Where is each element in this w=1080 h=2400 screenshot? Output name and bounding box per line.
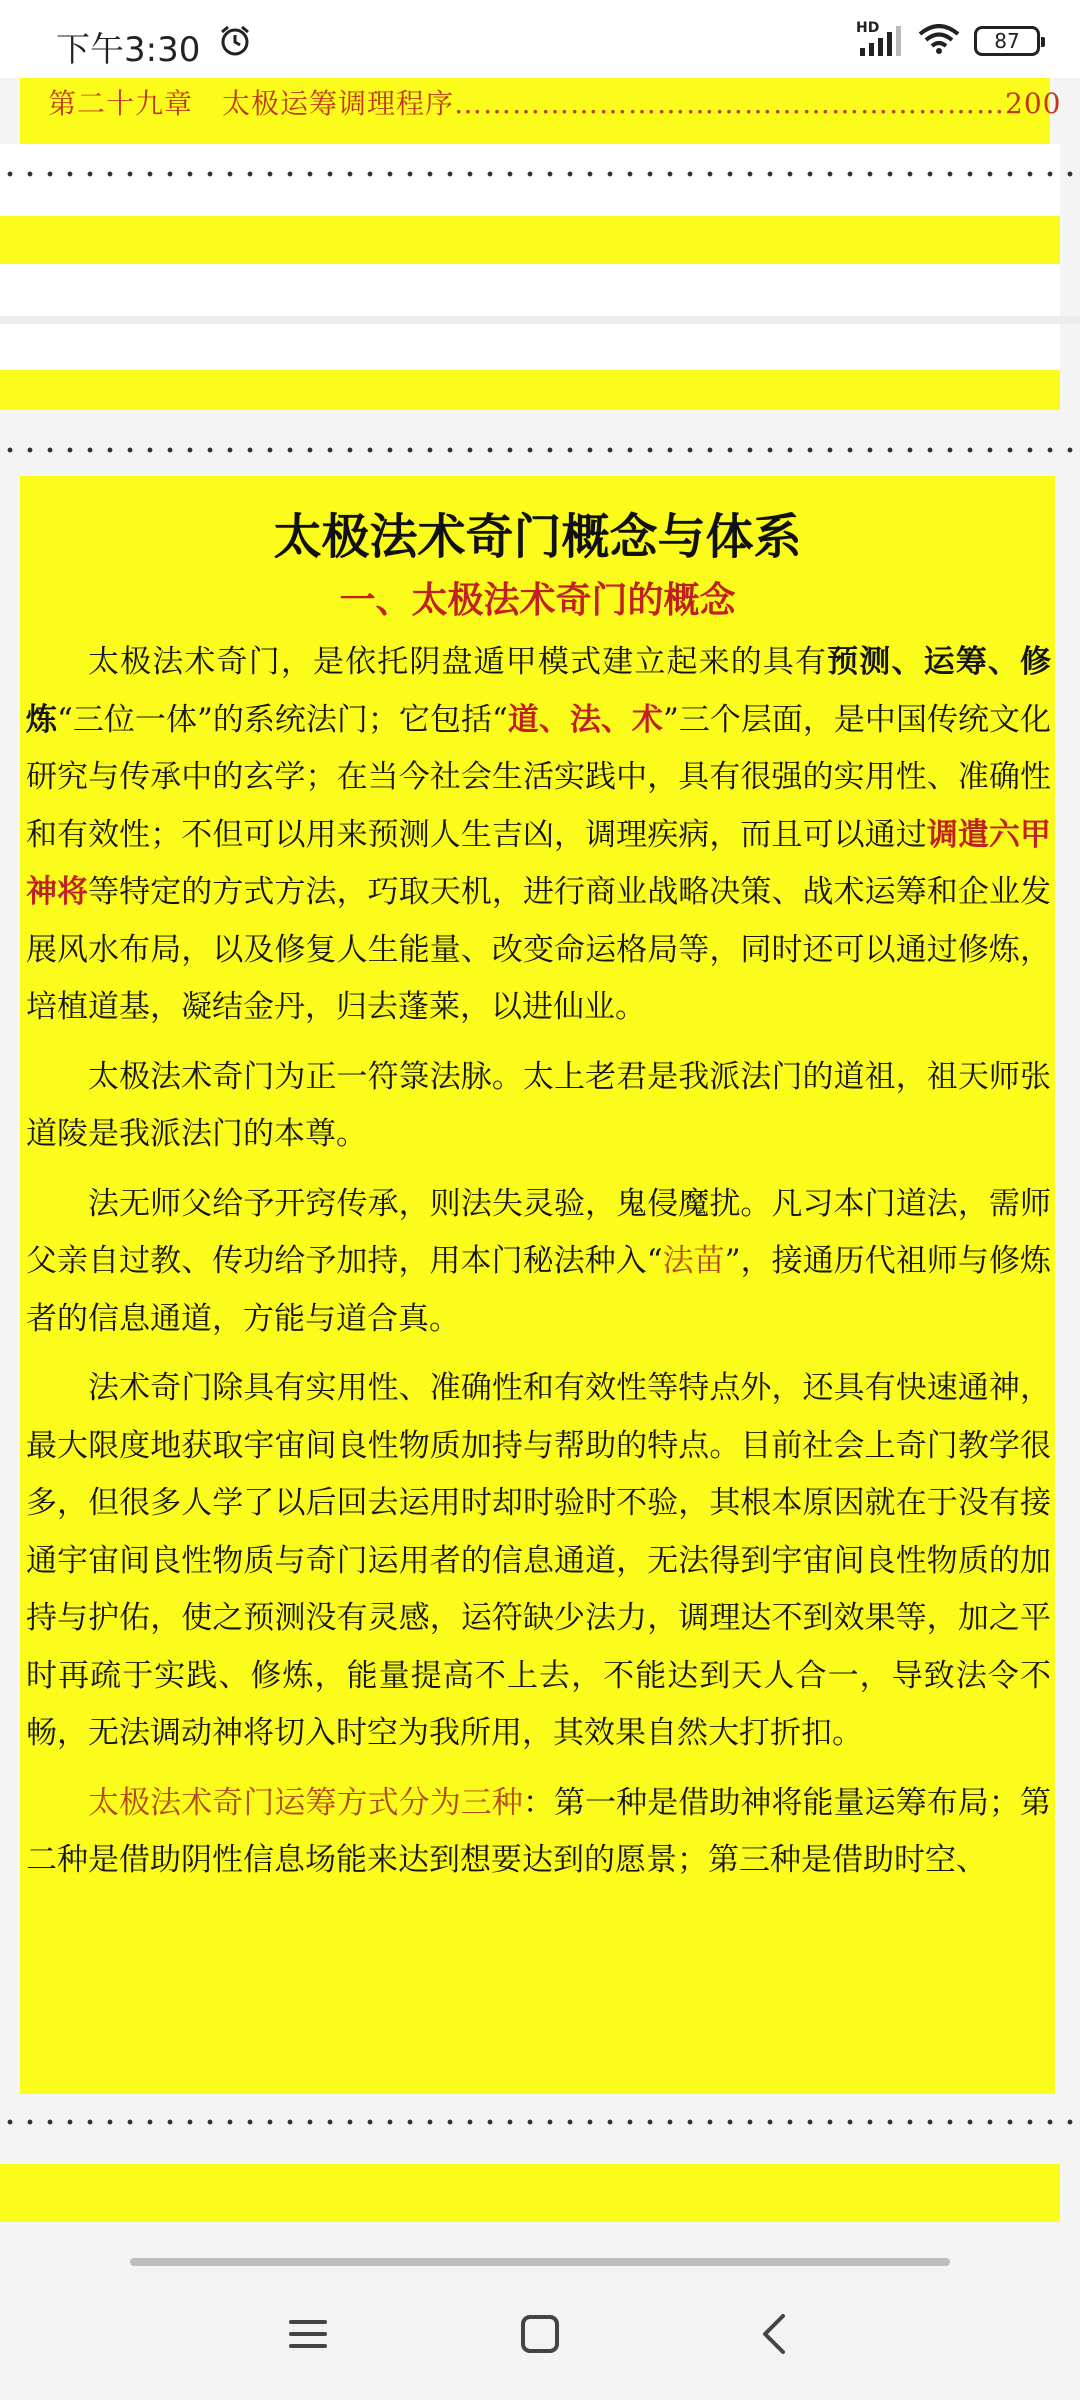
page-shadow [0, 316, 1080, 324]
status-icons [856, 20, 1040, 58]
horizontal-scrollbar[interactable] [130, 2258, 950, 2266]
page-separator [0, 446, 1080, 454]
menu-icon[interactable] [280, 2306, 336, 2362]
status-bar [0, 0, 1080, 78]
paragraph: 太极法术奇门为正一符箓法脉。太上老君是我派法门的道祖，祖天师张道陵是我派法门的本尊。 [26, 1058, 1051, 1152]
highlight-band [0, 2164, 1060, 2222]
home-icon[interactable] [512, 2306, 568, 2362]
page-body [26, 634, 1051, 1902]
alarm-clock-icon [218, 24, 252, 62]
document-viewer[interactable] [0, 78, 1080, 2268]
section-heading: 一、太极法术奇门的概念 [339, 579, 736, 621]
paragraph: 太极法术奇门，是依托阴盘遁甲模式建立起来的具有预测、运筹、修炼“三位一体”的系统法门；它包括“道、法、术”三个层面，是中国传统文化研究与传承中的玄学；在当今社会生活实践中，具有很强的实用性、准确性和有效性；不但可以用来预测人生吉凶，调理疾病，而且可以通过调遣六甲神将等特定的方式方法，巧取天机，进行商业战略决策、战术运筹和企业发展风水布局，以及修复人生能量、改变命运格局等，同时还可以通过修炼，培植道基，凝结金丹，归去蓬莱，以进仙业。 [26, 644, 1052, 1025]
highlight-band [0, 370, 1060, 410]
wifi-icon [918, 24, 960, 58]
navigation-bar [0, 2268, 1080, 2400]
battery-indicator [974, 26, 1040, 56]
page-separator [0, 170, 1080, 178]
status-time: 下午3:30 [56, 30, 201, 70]
paragraph: 法术奇门除具有实用性、准确性和有效性等特点外，还具有快速通神，最大限度地获取宇宙间良性物质加持与帮助的特点。目前社会上奇门教学很多，但很多人学了以后回去运用时却时验时不验，其根本原因就在于没有接通宇宙间良性物质与奇门运用者的信息通道，无法得到宇宙间良性物质的加持与护佑，使之预测没有灵感，运符缺少法力，调理达不到效果等，加之平时再疏于实践、修炼，能量提高不上去，不能达到天人合一，导致法令不畅，无法调动神将切入时空为我所用，其效果自然大打折扣。 [26, 1370, 1051, 1751]
battery-level: 87 [994, 29, 1020, 53]
back-icon[interactable] [746, 2306, 802, 2362]
toc-entry: 第二十九章 太极运筹调理程序…………………………………………………200 [48, 87, 1062, 120]
page-separator [0, 2118, 1080, 2126]
document-page [20, 476, 1055, 2094]
signal-icon [856, 20, 904, 56]
network-type-label: HD [856, 20, 880, 36]
paragraph: 太极法术奇门运筹方式分为三种：第一种是借助神将能量运筹布局；第二种是借助阴性信息场能来达到想要达到的愿景；第三种是借助时空、 [26, 1784, 1052, 1878]
paragraph: 法无师父给予开窍传承，则法失灵验，鬼侵魔扰。凡习本门道法，需师父亲自过教、传功给予加持，用本门秘法种入“法苗”，接通历代祖师与修炼者的信息通道，方能与道合真。 [26, 1185, 1051, 1337]
page-title: 太极法术奇门概念与体系 [273, 509, 802, 565]
highlight-band [0, 216, 1060, 264]
toc-highlight [20, 78, 1062, 144]
